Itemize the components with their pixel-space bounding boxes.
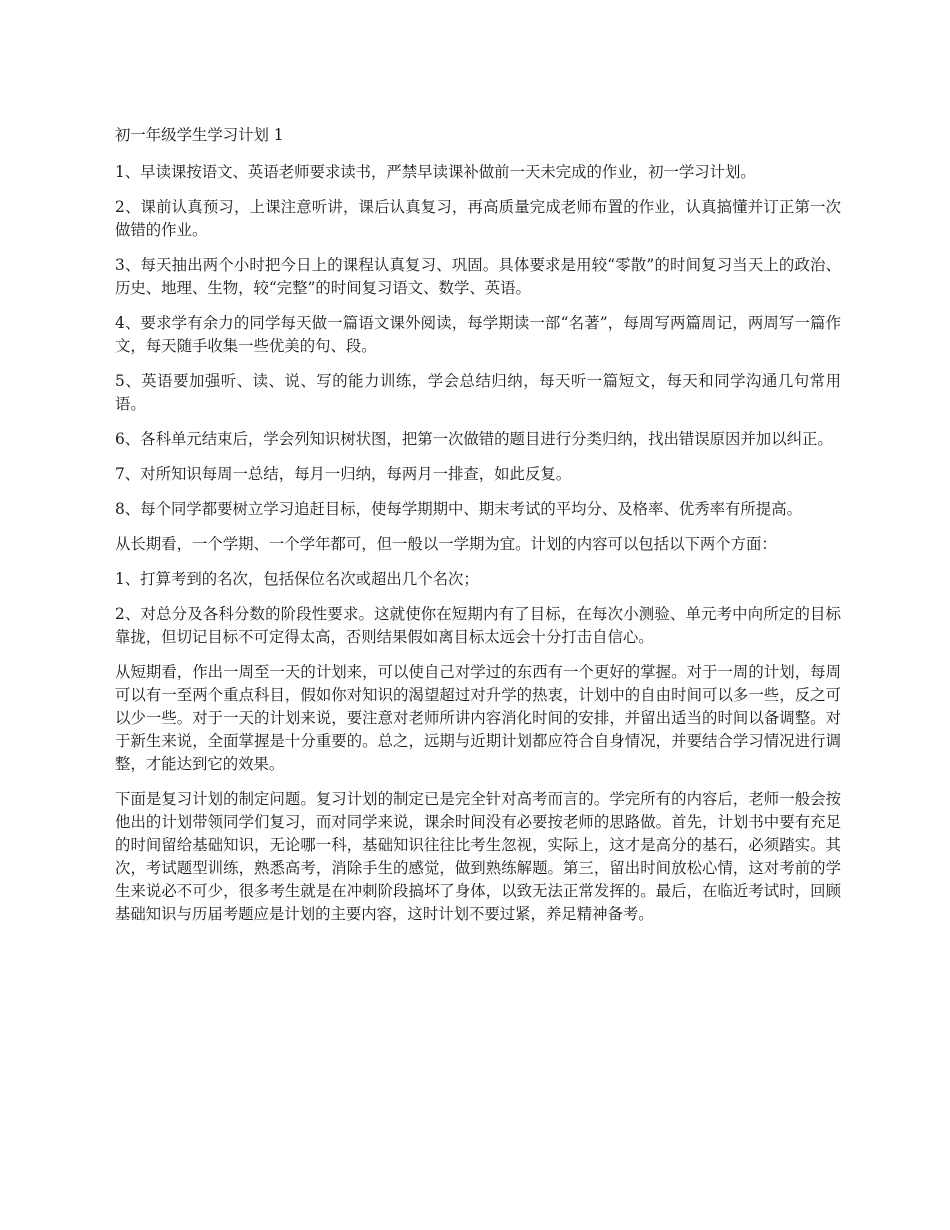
- paragraph-2: 2、课前认真预习，上课注意听讲，课后认真复习，再高质量完成老师布置的作业，认真搞懂并订正第一次做错的作业。: [115, 198, 841, 239]
- paragraph-long-term: 从长期看，一个学期、一个学年都可，但一般以一学期为宜。计划的内容可以包括以下两个方面：: [115, 535, 777, 553]
- paragraph-6: 6、各科单元结束后，学会列知识树状图，把第一次做错的题目进行分类归纳，找出错误原因并加以纠正。: [115, 430, 833, 448]
- paragraph-short-term: 从短期看，作出一周至一天的计划来，可以使自己对学过的东西有一个更好的掌握。对于一周的计划，每周可以有一至两个重点科目，假如你对知识的渴望超过对升学的热衷，计划中的自由时间可以多一些，反之可以少一些。对于一天的计划来说，要注意对老师所讲内容消化时间的安排，并留出适当的时间以备调整。对于新生来说，全面掌握是十分重要的。总之，远期与近期计划都应符合自身情况，并要结合学习情况进行调整，才能达到它的效果。: [115, 663, 841, 773]
- paragraph-8: 8、每个同学都要树立学习追赶目标，使每学期期中、期末考试的平均分、及格率、优秀率有所提高。: [115, 500, 802, 518]
- paragraph-review-plan: 下面是复习计划的制定问题。复习计划的制定已是完全针对高考而言的。学完所有的内容后，老师一般会按他出的计划带领同学们复习，而对同学来说，课余时间没有必要按老师的思路做。首先，计划书中要有充足的时间留给基础知识，无论哪一科，基础知识往往比考生忽视，实际上，这才是高分的基石，必须踏实。其次，考试题型训练，熟悉高考，消除手生的感觉，做到熟练解题。第三，留出时间放松心情，这对考前的学生来说必不可少，很多考生就是在冲刺阶段搞坏了身体，以致无法正常发挥的。最后，在临近考试时，回顾基础知识与历届考题应是计划的主要内容，这时计划不要过紧，养足精神备考。: [115, 790, 841, 923]
- paragraph-7: 7、对所知识每周一总结，每月一归纳，每两月一排查，如此反复。: [115, 465, 572, 483]
- paragraph-3: 3、每天抽出两个小时把今日上的课程认真复习、巩固。具体要求是用较“零散”的时间复习当天上的政治、历史、地理、生物，较“完整”的时间复习语文、数学、英语。: [115, 256, 841, 297]
- paragraph-4: 4、要求学有余力的同学每天做一篇语文课外阅读，每学期读一部“名著”，每周写两篇周记，两周写一篇作文，每天随手收集一些优美的句、段。: [115, 314, 841, 355]
- document-title: 初一年级学生学习计划 1: [115, 126, 284, 144]
- paragraph-5: 5、英语要加强听、读、说、写的能力训练，学会总结归纳，每天听一篇短文，每天和同学沟通几句常用语。: [115, 372, 841, 413]
- paragraph-rank-goal: 1、打算考到的名次，包括保位名次或超出几个名次；: [115, 570, 479, 588]
- document-page: [115, 124, 841, 938]
- paragraph-1: 1、早读课按语文、英语老师要求读书，严禁早读课补做前一天未完成的作业，初一学习计划。: [115, 163, 756, 181]
- paragraph-score-goal: 2、对总分及各科分数的阶段性要求。这就使你在短期内有了目标，在每次小测验、单元考中向所定的目标靠拢，但切记目标不可定得太高，否则结果假如离目标太远会十分打击自信心。: [115, 605, 841, 646]
